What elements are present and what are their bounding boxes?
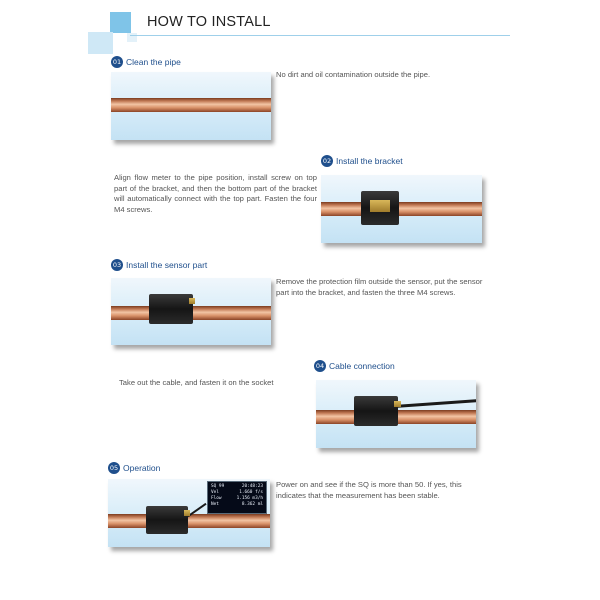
step-2-title: Install the bracket (336, 156, 403, 166)
display-sq: SQ 99 (211, 484, 225, 489)
cable-socket (394, 401, 401, 407)
sensor-body (354, 396, 398, 426)
display-flow-value: 1.156 m3/h (236, 496, 263, 501)
sensor-body (146, 506, 188, 534)
step-1-photo-clean-pipe (111, 72, 271, 140)
step-2-heading (321, 154, 403, 168)
step-4-photo-cable (316, 380, 476, 448)
step-5-title: Operation (123, 463, 161, 473)
flow-meter-display (207, 481, 267, 514)
cable-socket (184, 510, 190, 516)
step-5-heading (108, 461, 160, 475)
step-1-number-icon: 01 (112, 58, 122, 66)
sensor-body (149, 294, 193, 324)
step-4-description: Take out the cable, and fasten it on the socket (119, 378, 274, 387)
step-4-title: Cable connection (329, 361, 395, 371)
copper-pipe (111, 98, 271, 112)
step-1-heading (111, 55, 181, 69)
step-3-description: Remove the protection film outside the sensor, put the sensor part into the bracket, and fasten the three M4 screws. (276, 277, 483, 297)
step-4-number-icon: 04 (315, 362, 325, 370)
step-3-title: Install the sensor part (126, 260, 208, 270)
display-vel-value: 1.660 f/s (239, 490, 263, 495)
copper-pipe (321, 202, 482, 216)
display-net-label: Net (211, 502, 219, 507)
bracket-screw-plate (370, 200, 390, 212)
step-1-title: Clean the pipe (126, 57, 181, 67)
bracket-clamp (361, 191, 399, 225)
step-3-number-icon: 03 (112, 261, 122, 269)
header-divider (130, 35, 510, 36)
step-3-photo-sensor (111, 278, 271, 345)
step-3-heading (111, 258, 207, 272)
page-title: HOW TO INSTALL (147, 14, 271, 30)
step-1-description: No dirt and oil contamination outside the pipe. (276, 70, 431, 79)
step-2-photo-bracket (321, 175, 482, 243)
step-4-heading (314, 359, 395, 373)
display-vel-label: Vel (211, 490, 219, 495)
step-5-description: Power on and see if the SQ is more than 50. If yes, this indicates that the measurement has been stable. (276, 480, 462, 500)
display-time: 20:48:23 (241, 484, 263, 489)
step-2-number-icon: 02 (322, 157, 332, 165)
header-square-light (88, 32, 113, 54)
step-2-description: Align flow meter to the pipe position, install screw on top part of the bracket, and then the bottom part of the bracket will automatically connect with the top part. Fasten the four M4 screws. (114, 173, 317, 214)
sensor-connector (189, 298, 195, 304)
display-flow-label: Flow (211, 496, 222, 501)
signal-cable (396, 399, 476, 408)
step-5-photo-operation (108, 479, 270, 547)
header-square-dark (110, 12, 131, 33)
step-5-number-icon: 05 (109, 464, 119, 472)
display-net-value: 8.362 ml (241, 502, 263, 507)
